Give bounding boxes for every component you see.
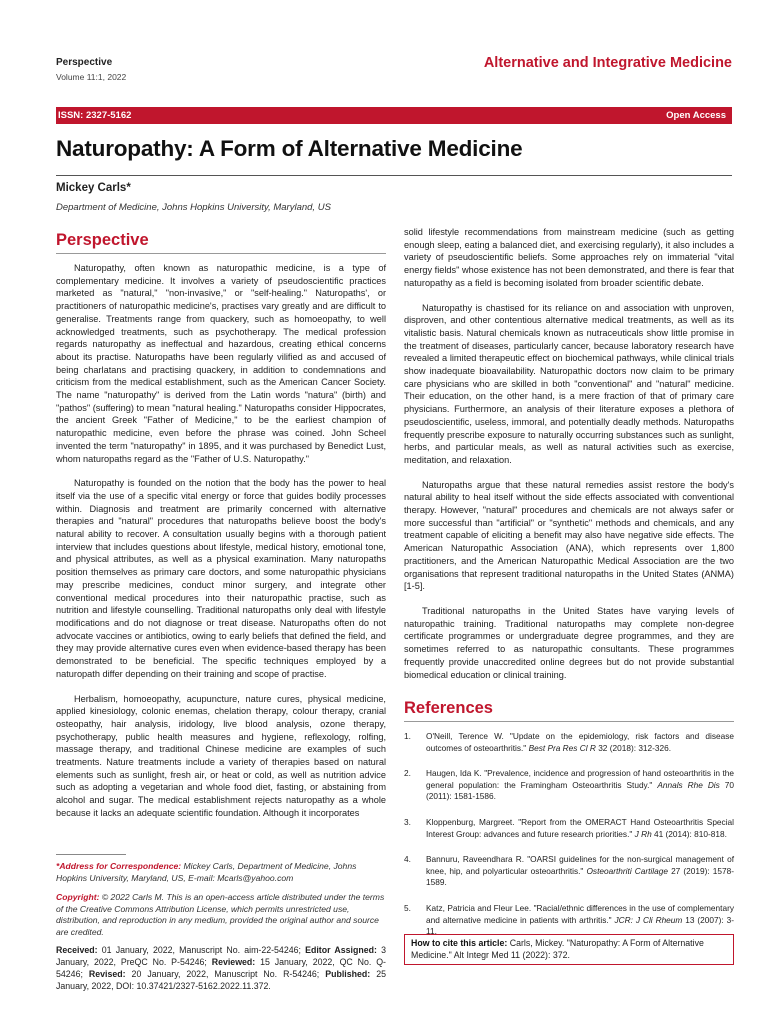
correspondence-label: *Address for Correspondence: — [56, 861, 182, 871]
reference-list — [404, 731, 734, 952]
reference-text: Kloppenburg, Margreet. "Report from the OMERACT Hand Osteoarthritis Special Interest Group: advances and future research priorities." J Rh 41 (2014): 810-818. — [426, 816, 734, 839]
article-title: Naturopathy: A Form of Alternative Medicine — [56, 136, 523, 161]
reference-number: 3. — [404, 816, 411, 827]
reference-item — [404, 817, 734, 840]
body-paragraph: Naturopathy is founded on the notion that the body has the power to heal itself via the use of a specific vital energy or force that guides bodily processes within. Diagnosis and treatment are primarily concerned with alternative therapies and "natural" procedures that naturopaths believe boost the body's natural ability to recover. A consultation usually begins with a thorough patient interview that includes questions about lifestyle, medical history, emotional tone, and physical attributes, as well as a physical examination. Many naturopaths position themselves as primary care doctors, and some naturopathic physicians may prescribe medicines, conduct minor surgery, and integrate other conventional medical procedures into their naturopathic practise, such as nutrition and lifestyle counselling. Traditional naturopaths only deal with lifestyle modifications and do not diagnose or treat disease. Naturopaths often do not advocate vaccines or antibiotics, owing to early beliefs that defined the field, and they may provide alternative cures even when evidence-based therapy has been demonstrated to be beneficial. The specific techniques employed by a naturopath differ depending on their training and scope of practise. — [56, 478, 386, 679]
body-paragraph: Naturopathy, often known as naturopathic medicine, is a type of complementary medicine. It involves a variety of pseudoscientific practices marketed as "natural," "non-invasive," or "self-healing." Naturopaths', or practitioners of naturopathic medicine's, practises vary greatly and are difficult to generalise. Treatments range from quackery, such as homoeopathy, to well acknowledged treatments, such as psychotherapy. The medical profession regards naturopathy as ineffectual and hazardous, creating ethical concerns about its practise. Naturopaths have been regularly vilified as and accused of being charlatans and practising quackery, in addition to condemnations and criticism from the medical establishment, such as the American Cancer Society. The name "naturopathy" is derived from the Latin words "natura" (birth) and "pathos" (suffering) to mean "natural healing." Naturopaths consider Hippocrates, the ancient Greek "Father of Medicine," to be the earliest champion of naturopathic medicine, even before the phrase was coined. John Scheel invented the term "naturopathy" in 1895, and it was purchased by Benedict Lust, whom naturopaths regard as the "Father of U.S. Naturopathy." — [56, 263, 386, 464]
reference-text: O'Neill, Terence W. "Update on the epidemiology, risk factors and disease outcomes of osteoarthritis." Best Pra Res Cl R 32 (2018): 312-326. — [426, 731, 734, 753]
copyright-label: Copyright: — [56, 892, 100, 902]
reference-text: Haugen, Ida K. "Prevalence, incidence and progression of hand osteoarthritis in the general population: the Framingham Osteoarthritis Study." Annals Rhe Dis 70 (2011): 1581-1586. — [426, 768, 734, 802]
section-divider — [56, 253, 386, 254]
reference-number: 5. — [404, 902, 411, 913]
citation-text: Carls, Mickey. "Naturopathy: A Form of Alternative Medicine." Alt Integr Med 11 (2022): 372. — [411, 938, 704, 960]
issn-bar — [56, 107, 732, 124]
section-divider — [404, 721, 734, 722]
author-name: Mickey Carls* — [56, 182, 131, 194]
reference-item — [404, 768, 734, 803]
issn: ISSN: 2327-5162 — [58, 110, 132, 121]
citation-label: How to cite this article: — [411, 938, 508, 948]
copyright-note — [56, 892, 386, 939]
body-paragraph: Naturopaths argue that these natural remedies assist restore the body's natural ability to heal itself without the side effects associated with conventional therapy. However, "natural" procedures and chemicals are not always safer or more successful than "artificial" or "synthetic" methods and chemicals, and any treatment capable of eliciting a benefit may also have negative side effects. The American Naturopathic Association (ANA), which represents over 1,800 practitioners, and the American Naturopathic Medical Association are the two organisations that represent traditional naturopaths in the United States (ANMA) [1-5]. — [404, 479, 734, 592]
manuscript-dates: Received: 01 January, 2022, Manuscript No. aim-22-54246; Editor Assigned: 3 January, 2022, PreQC No. P-54246; Reviewed: 15 January, 2022, QC No. Q-54246; Revised: 20 January, 2022, Manuscript No. R-54246; Published: 25 January, 2022, DOI: 10.37421/2327-5162.2022.11.372. — [56, 945, 386, 991]
right-column — [404, 226, 734, 693]
journal-name: Alternative and Integrative Medicine — [483, 55, 732, 71]
author-affiliation: Department of Medicine, Johns Hopkins University, Maryland, US — [56, 202, 331, 213]
copyright-text: © 2022 Carls M. This is an open-access article distributed under the terms of the Creative Commons Attribution License, which permits unrestricted use, distribution, and reproduction in any medium, provided the original author and source are credited. — [56, 892, 385, 938]
correspondence-text: Mickey Carls, Department of Medicine, Johns Hopkins University, Maryland, US, E-mail: Mcarls@yahoo.com — [56, 861, 357, 883]
citation-box — [404, 934, 734, 965]
body-paragraph: Traditional naturopaths in the United States have varying levels of naturopathic training. Traditional naturopaths may complete non-degree certificate programmes or undergraduate degree programmes, and they are sometimes referred to as naturopathic consultants. These programmes frequently provide unaccredited online degrees but do not provide substantial biomedical education or clinical training. — [404, 605, 734, 680]
footnote-divider — [56, 854, 126, 855]
article-category: Perspective — [56, 57, 113, 68]
left-column — [56, 262, 386, 832]
reference-text: Katz, Patricia and Fleur Lee. "Racial/ethnic differences in the use of complementary and alternative medicine in patients with arthritis." JCR: J Cli Rheum 13 (2007): 3-11. — [426, 902, 734, 937]
body-paragraph: Naturopathy is chastised for its reliance on and association with unproven, disproven, and other contentious alternative medical treatments, as well as its vitalistic basis. Natural chemicals known as nutraceuticals show little promise in the treatment of diseases, particularly cancer, because laboratory research have revealed a limited therapeutic effect on biochemical pathways, while clinical trials show inadequate bioavailability. Naturopathic doctors now claim to be primary care physicians who are skilled in both "conventional" and "natural" medicine. Their education, on the other hand, is a mere fraction of that of primary care physicians. Furthermore, an analysis of their literature exposes a plethora of pseudoscientific, useless, immoral, and potentially deadly methods. Naturopaths frequently prescribe exposure to naturally occurring substances such as sunlight, herbs, and particular meals, as well as natural activities such as exercise, meditation, and relaxation. — [404, 302, 734, 465]
reference-item — [404, 903, 734, 938]
volume-info: Volume 11:1, 2022 — [56, 72, 127, 82]
section-heading-references: References — [404, 699, 493, 717]
header-left — [56, 57, 126, 82]
reference-item — [404, 854, 734, 889]
body-paragraph: solid lifestyle recommendations from mainstream medicine (such as getting enough sleep, eating a balanced diet, and exercising regularly), it also includes a variety of pseudoscientific beliefs. Some approaches rely on immaterial "vital energy fields" whose existence has not been demonstrated, and there is fear that naturopathy as a field is becoming isolated from broader scientific debate. — [404, 227, 734, 288]
reference-text: Bannuru, Raveendhara R. "OARSI guidelines for the non-surgical management of knee, hip, and polyarticular osteoarthritis." Osteoarthriti Cartilage 27 (2019): 1578-1589. — [426, 854, 734, 888]
reference-number: 4. — [404, 854, 411, 865]
correspondence-note — [56, 861, 386, 884]
open-access-label: Open Access — [666, 110, 726, 121]
section-heading-perspective: Perspective — [56, 231, 149, 249]
reference-item — [404, 731, 734, 754]
reference-number: 1. — [404, 731, 411, 741]
reference-number: 2. — [404, 768, 411, 779]
title-divider — [56, 175, 732, 176]
body-paragraph: Herbalism, homoeopathy, acupuncture, nature cures, physical medicine, applied kinesiology, colonic enemas, chelation therapy, colour therapy, cranial osteopathy, hair analysis, iridology, live blood analysis, ozone therapy, psychotherapy, public health measures and hygiene, reflexology, rolfing, massage therapy, and traditional Chinese medicine are examples of such treatments. Nature treatments include a variety of therapies based on natural elements such as sunlight, fresh air, or heat or cold, as well as nutrition advice such as adopting a vegetarian and whole food diet, fasting, or abstaining from alcohol and sugar. The medical establishment rejects naturopathy as a whole because it lacks an adequate scientific foundation. Although it incorporates — [56, 693, 386, 818]
